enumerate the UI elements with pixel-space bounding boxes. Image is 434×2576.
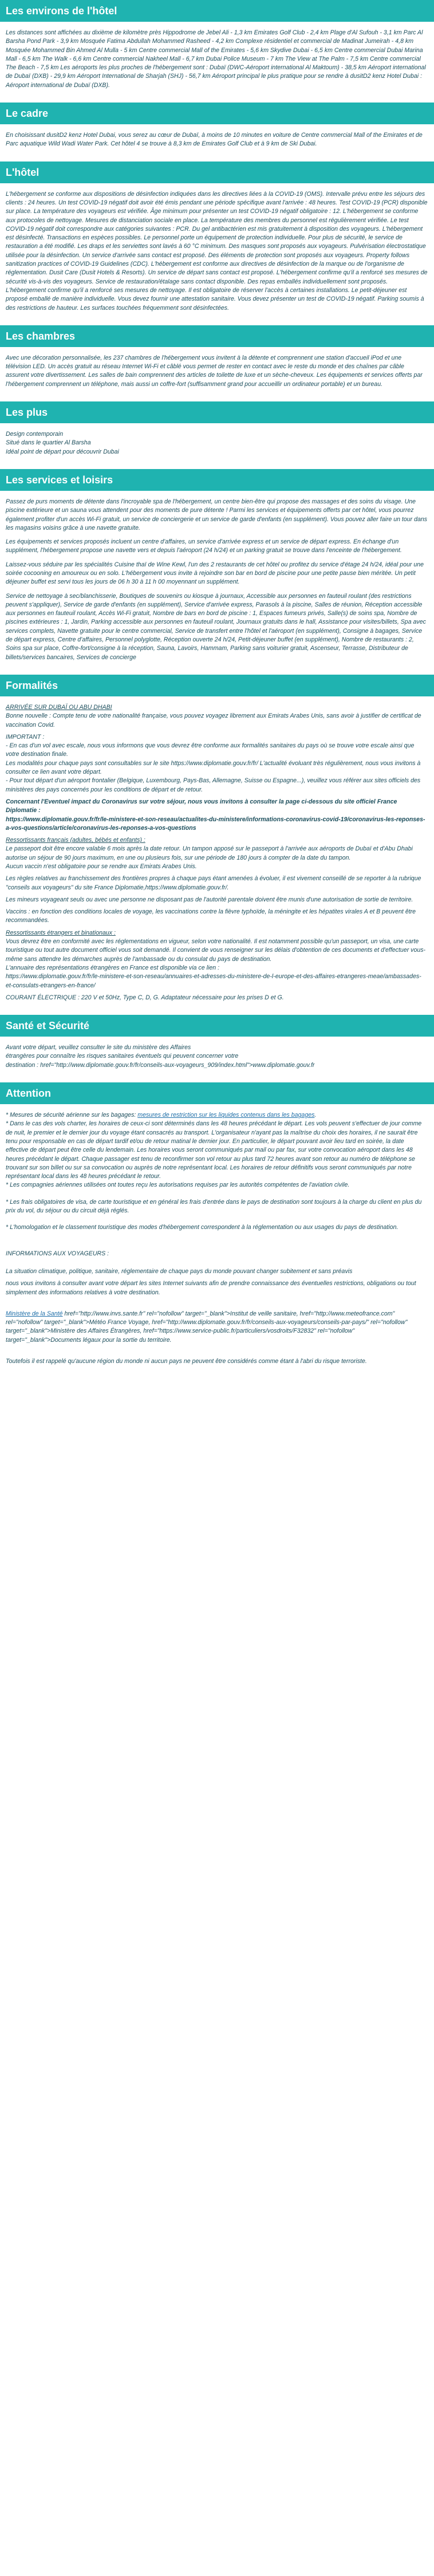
subheading-etrangers: Ressortissants étrangers et binationaux : xyxy=(6,929,116,936)
paragraph: L'annuaire des représentations étrangères en France est disponible via ce lien : xyxy=(6,964,220,971)
section-body xyxy=(0,696,434,1015)
paragraph: * Les compagnies aériennes utilisées ont toutes reçu les autorisations requises par les autorités compétentes de l'aviation civile. xyxy=(6,1181,350,1189)
section-body xyxy=(0,423,434,469)
paragraph: Laissez-vous séduire par les spécialités Cuisine thaï de Wine Kewl, l'un des 2 restaurants de cet hôtel ou profitez du service d'étage 24 h/24, idéal pour une soirée cocooning en amoureux ou en solo. L'hébergement vous invite à rejoindre son bar en bord de piscine pour une petite pause bien méritée. Un petit déjeuner buffet est servi tous les jours de 06 h 30 à 11 h 00 moyennant un supplément. xyxy=(6,561,424,586)
paragraph: - En cas d'un vol avec escale, nous vous informons que vous devrez être conforme aux formalités sanitaires du pays où se trouve votre escale ainsi que votre destination finale. xyxy=(6,742,415,758)
paragraph: * Dans le cas des vols charter, les horaires de ceux-ci sont déterminés dans les 48 heures précédant le départ. Les vols peuvent s'effectuer de jour comme de nuit, le premier et le dernier jour du voyage étant consacrés au transport. L'organisateur n'ayant pas la maîtrise du choix des horaires, il ne saurait être tenu pour responsable en cas de départ tardif et/ou de retour matinal le dernier jour. En particulier, le départ pouvant avoir lieu tard en soirée, la date effective de départ peut être celle du lendemain. Les horaires vous seront communiqués par mail ou par fax, sur votre convocation aéroport dans les 48 heures précédant le départ. Chaque passager est tenu de reconfirmer son vol retour au plus tard 72 heures avant son retour au numéro de téléphone se trouvant sur son billet ou sur sa convocation ou auprès de notre représentant local. Les horaires de retour définitifs vous seront communiqués par notre représentant local dans les 48 heures précédant le retour. xyxy=(6,1120,422,1180)
section-title: Le cadre xyxy=(0,103,434,124)
section-formalites xyxy=(0,675,434,1015)
section-title: Les services et loisirs xyxy=(0,469,434,491)
covid-notice: Concernant l'Eventuel impact du Coronavirus sur votre séjour, nous vous invitons à consulter la page ci-dessous du site officiel France Diplomatie : xyxy=(6,798,397,814)
paragraph: Passez de purs moments de détente dans l'incroyable spa de l'hébergement, un centre bien-être qui propose des massages et des soins du visage. Une piscine extérieure et un sauna vous attendent pour des moments de pure détente ! Parmi les services et équipements offerts par cet hôtel, vous pourrez également profiter d'un accès Wi-Fi gratuit, un service de conciergerie et un service de garde d'enfants (en supplément). Vous pouvez aller faire un tour dans les magasins voisins grâce à une navette gratuite. xyxy=(6,498,428,531)
liquids-restriction-link[interactable]: mesures de restriction sur les liquides contenus dans les bagages xyxy=(137,1112,315,1119)
paragraph: * L'homologation et le classement touristique des modes d'hébergement correspondent à la réglementation ou aux usages du pays de destination. xyxy=(6,1224,399,1231)
paragraph: Vous devrez être en conformité avec les réglementations en vigueur, selon votre nationalité. Il est notamment possible qu'un passeport, un visa, une carte touristique ou tout autre document officiel vous soit demandé. Il convient de vous renseigner sur les délais d'obtention de ces documents et d'effectuer vous-même sans attendre les démarches auprès de l'ambassade ou du consulat du pays de destination. xyxy=(6,938,426,963)
paragraph: Aucun vaccin n'est obligatoire pour se rendre aux Emirats Arabes Unis. xyxy=(6,863,197,870)
section-title: Les environs de l'hôtel xyxy=(0,0,434,22)
section-hotel xyxy=(0,162,434,325)
paragraph: Vaccins : en fonction des conditions locales de voyage, les vaccinations contre la fièvre typhoïde, la méningite et les hépatites virales A et B peuvent être recommandées. xyxy=(6,908,416,924)
paragraph: nous vous invitons à consulter avant votre départ les sites Internet suivants afin de prendre connaissance des éventuelles restrictions, obligations ou tout simplement des informations relatives à votre destination. xyxy=(6,1280,416,1296)
health-ministry-link[interactable]: Ministère de la Santé xyxy=(6,1310,63,1317)
paragraph: * Mesures de sécurité aérienne sur les bagages: mesures de restriction sur les liquides contenus dans les bagages. xyxy=(6,1112,317,1119)
important-label: IMPORTANT : xyxy=(6,733,45,740)
section-body xyxy=(0,183,434,325)
subheading-ressortissants: Ressortissants français (adultes, bébés et enfants) : xyxy=(6,837,145,844)
section-cadre xyxy=(0,103,434,162)
highlight-item: Idéal point de départ pour découvrir Dubai xyxy=(6,448,119,455)
section-attention xyxy=(0,1082,434,1378)
paragraph: Les équipements et services proposés incluent un centre d'affaires, un service d'arrivée express et un service de départ express. En échange d'un supplément, l'hébergement propose une navette vers et depuis l'aéroport (24 h/24) et un parking gratuit se trouve dans l'enceinte de l'hébergement. xyxy=(6,538,402,554)
paragraph: Les mineurs voyageant seuls ou avec une personne ne disposant pas de l'autorité parentale doivent être munis d'une autorisation de sortie de territoire. xyxy=(6,896,413,903)
embassy-link[interactable]: https://www.diplomatie.gouv.fr/fr/le-ministere-et-son-reseau/annuaires-et-adresses-du-ministere-de-l-europe-et-des-affaires-etrangeres-meae/ambassades-et-consulats-etrangers-en-france/ xyxy=(6,973,421,989)
section-body xyxy=(0,124,434,162)
section-title: L'hôtel xyxy=(0,162,434,183)
section-body xyxy=(0,1037,434,1082)
paragraph: Le passeport doit être encore valable 6 mois après la date retour. Un tampon apposé sur le passeport à l'arrivée aux aéroports de Dubaï et d'Abu Dhabi autorise un séjour de 90 jours maximum, en une ou plusieurs fois, sur une période de 180 jours à compter de la date du tampon. xyxy=(6,845,413,861)
paragraph: La situation climatique, politique, sanitaire, réglementaire de chaque pays du monde pouvant changer subitement et sans préavis xyxy=(6,1267,353,1275)
section-plus xyxy=(0,401,434,469)
highlight-item: Design contemporain xyxy=(6,431,64,438)
paragraph: * Les frais obligatoires de visa, de carte touristique et en général les frais d'entrée dans le pays de destination sont toujours à la charge du client en plus du prix du vol, du séjour ou du circuit déjà réglés. xyxy=(6,1198,422,1215)
covid-link[interactable]: https://www.diplomatie.gouv.fr/fr/le-ministere-et-son-reseau/actualites-du-ministere/informations-coronavirus-covid-19/coronavirus-les-reponses-a-vos-questions/article/coronavirus-les-reponses-a-vos-questions xyxy=(6,816,425,832)
paragraph: Service de nettoyage à sec/blanchisserie, Boutiques de souvenirs ou kiosque à journaux, Accessible aux personnes en fauteuil roulant (des restrictions peuvent s'appliquer), Service de garde d'enfants (en supplément), Service d'arrivée express, Parasols à la piscine, Salles de réunion, Réception accessible aux personnes en fauteuil roulant, Accès Wi-Fi gratuit, Nombre de bars en bord de piscine : 1, Espaces fumeurs privés, Salle(s) de soins spa, Nombre de piscines extérieures : 1, Jardin, Parking accessible aux personnes en fauteuil roulant, Journaux gratuits dans le hall, Assistance pour visites/billets, Spa avec services complets, Navette gratuite pour le centre commercial, Service de transfert entre l'hôtel et l'aéroport (en supplément), Consigne à bagages, Service de départ express, Centre d'affaires, Personnel polyglotte, Réception ouverte 24 h/24, Petit-déjeuner buffet (en supplément), Nombre de restaurants : 2, Soins spa sur place, Coffre-fort/consigne à la réception, Sauna, Lavoirs, Hammam, Parking sans voiturier gratuit, Ascenseur, Terrasse, Distributeur de billets/services bancaires, Services de concierge xyxy=(6,592,426,661)
section-body xyxy=(0,1104,434,1378)
subheading-arrivee: ARRIVÉE SUR DUBAÏ OU ABU DHABI xyxy=(6,703,112,711)
section-title: Attention xyxy=(0,1082,434,1104)
paragraph: L'hébergement se conforme aux dispositions de désinfection indiquées dans les directives liées à la COVID-19 (OMS). Intervalle prévu entre les séjours des clients : 24 heures. Un test COVID-19 négatif doit avoir été émis pendant une période spécifique avant l'arrivée : 48 heures. Test COVID-19 (PCR) disponible sur place. La température des voyageurs est vérifiée. Âge minimum pour présenter un test COVID-19 négatif obligatoire : 12. L'hébergement se conforme aux protocoles de nettoyage. Mesures de distanciation sociale en place. La température des membres du personnel est régulièrement vérifiée. Le test COVID-19 négatif doit correspondre aux catégories suivantes : PCR. Du gel antibactérien est mis gratuitement à disposition des voyageurs. L'hébergement est désinfecté. Transactions en espèces possibles. Le personnel porte un équipement de protection individuelle. Pour plus de sécurité, le service de restauration a été modifié. Les draps et les serviettes sont lavés à 60 °C minimum. Des masques sont proposés aux voyageurs. Pulvérisation électrostatique utilisée pour la désinfection. Un service d'arrivée sans contact est proposé. Des éléments de protection sont proposés aux voyageurs. Property follows sanitization practices of COVID-19 Guidelines (CDC). L'hébergement est conforme aux directives de désinfection de la marque ou de l'organisme de réglementation. Dusit Care (Dusit Hotels & Resorts). Un service de départ sans contact est proposé. L'hébergement confirme qu'il a renforcé ses mesures de sécurité vis-à-vis des voyageurs. Service de restauration/étalage sans contact disponible. Des repas emballés individuellement sont proposés. L'hébergement confirme qu'il a renforcé ses mesures de nettoyage. Il est obligatoire de réserver l'accès à certaines installations. Le petit-déjeuner est proposé emballé de manière individuelle. Vous devez fournir une attestation sanitaire. Vous devez présenter un test de COVID-19 négatif. Parking soumis à des restrictions de hauteur. Les surfaces touchées fréquemment sont désinfectées. xyxy=(6,190,428,312)
paragraph: Avec une décoration personnalisée, les 237 chambres de l'hébergement vous invitent à la détente et comprennent une station d'accueil iPod et une télévision LED. Un accès gratuit au réseau Internet Wi-Fi et câblé vous permet de rester en contact avec le reste du monde et des chaînes par câble assurent votre divertissement. Les salles de bain comprennent des articles de toilette de luxe et un sèche-cheveux. Les équipements et services offerts par l'hébergement comprennent un téléphone, mais aussi un coffre-fort (suffisamment grand pour accueillir un ordinateur portable) et un bureau. xyxy=(6,354,423,388)
electric-info: COURANT ÉLECTRIQUE : 220 V et 50Hz, Type C, D, G. Adaptateur nécessaire pour les prises D et G. xyxy=(6,994,284,1001)
section-title: Les chambres xyxy=(0,325,434,347)
paragraph: Ministère de la Santé href="http://www.invs.sante.fr" rel="nofollow" target="_blank">Institut de veille sanitaire, href="http://www.meteofrance.com" rel="nofollow" target="_blank">Météo France Voyage, href="http://www.diplomatie.gouv.fr/fr/conseils-aux-voyageurs/conseils-par-pays/" rel="nofollow" target="_blank">Ministère des Affaires Étrangères, href="https://www.service-public.fr/particuliers/vosdroits/F32832" rel="nofollow" target="_blank">Documents légaux pour la sortie du territoire. xyxy=(6,1310,408,1344)
paragraph: Les modalités pour chaque pays sont consultables sur le site https://www.diplomatie.gouv.fr/fr/ L'actualité évoluant très régulièrement, nous vous invitons à consulter ce lien avant votre départ. xyxy=(6,759,421,776)
section-body xyxy=(0,347,434,401)
paragraph: Toutefois il est rappelé qu'aucune région du monde ni aucun pays ne peuvent être considérés comme étant à l'abri du risque terroriste. xyxy=(6,1357,367,1365)
paragraph: Les règles relatives au franchissement des frontières propres à chaque pays étant amenées à évoluer, il est vivement conseillé de se reporter à la rubrique "conseils aux voyageurs" du site France Diplomatie,https://www.diplomatie.gouv.fr/. xyxy=(6,875,421,891)
section-sante xyxy=(0,1015,434,1082)
section-environs xyxy=(0,0,434,103)
paragraph: Les distances sont affichées au dixième de kilomètre près Hippodrome de Jebel Ali - 1,3 km Emirates Golf Club - 2,4 km Plage d'Al Sufouh - 3,1 km Parc Al Barsha Pond Park - 3,9 km Mosquée Fatima Abdullah Mohammed Rasheed - 4,2 km Complexe résidentiel et commercial de Madinat Jumeirah - 4,8 km Mosquée Mohammed Bin Ahmed Al Mulla - 5 km Centre commercial Mall of the Emirates - 5,6 km Skydive Dubai - 6,5 km Centre commercial Dubai Marina Mall - 6,5 km The Walk - 6,6 km Centre commercial Nakheel Mall - 6,7 km Dubai Police Museum - 7 km The View at The Palm - 7,5 km Centre commercial The Beach - 7,5 km Les aéroports les plus proches de l'hébergement sont : Dubaï (DWC-Aéroport international Al Maktoum) - 38,5 km Aéroport international de Dubaï (DXB) - 29,9 km Aéroport International de Sharjah (SHJ) - 56,7 km Aéroport principal le plus pratique pour se rendre à dusitD2 kenz Hotel Dubai : Aéroport international de Dubaï (DXB). xyxy=(6,29,426,89)
paragraph: Avant votre départ, veuillez consulter le site du ministère des Affaires xyxy=(6,1044,191,1051)
paragraph: étrangères pour connaître les risques sanitaires éventuels qui peuvent concerner votre xyxy=(6,1053,239,1060)
section-chambres xyxy=(0,325,434,401)
paragraph: Bonne nouvelle : Compte tenu de votre nationalité française, vous pouvez voyagez librement aux Emirats Arabes Unis, sans avoir à justifier de certificat de vaccination Covid. xyxy=(6,712,421,728)
section-body xyxy=(0,22,434,103)
security-text: * Mesures de sécurité aérienne sur les bagages: xyxy=(6,1112,138,1119)
section-title: Les plus xyxy=(0,401,434,423)
paragraph: destination : href="http://www.diplomatie.gouv.fr/fr/conseils-aux-voyageurs_909/index.html">www.diplomatie.gouv.fr xyxy=(6,1061,315,1069)
section-services xyxy=(0,469,434,675)
travellers-info-heading: INFORMATIONS AUX VOYAGEURS : xyxy=(6,1250,109,1257)
section-title: Formalités xyxy=(0,675,434,696)
section-title: Santé et Sécurité xyxy=(0,1015,434,1037)
highlight-item: Situé dans le quartier Al Barsha xyxy=(6,439,91,447)
paragraph: - Pour tout départ d'un aéroport frontalier (Belgique, Luxembourg, Pays-Bas, Allemagne, Suisse ou Espagne...), veuillez vous référer aux sites officiels des ministères des pays concernés pour les conditions de départ et de retour. xyxy=(6,777,421,793)
section-body xyxy=(0,491,434,675)
paragraph: En choisissant dusitD2 kenz Hotel Dubai, vous serez au cœur de Dubaï, à moins de 10 minutes en voiture de Centre commercial Mall of the Emirates et de Parc aquatique Wild Wadi Water Park. Cet hôtel 4 se trouve à 8,3 km de Emirates Golf Club et à 9 km de Ski Dubai. xyxy=(6,132,423,148)
